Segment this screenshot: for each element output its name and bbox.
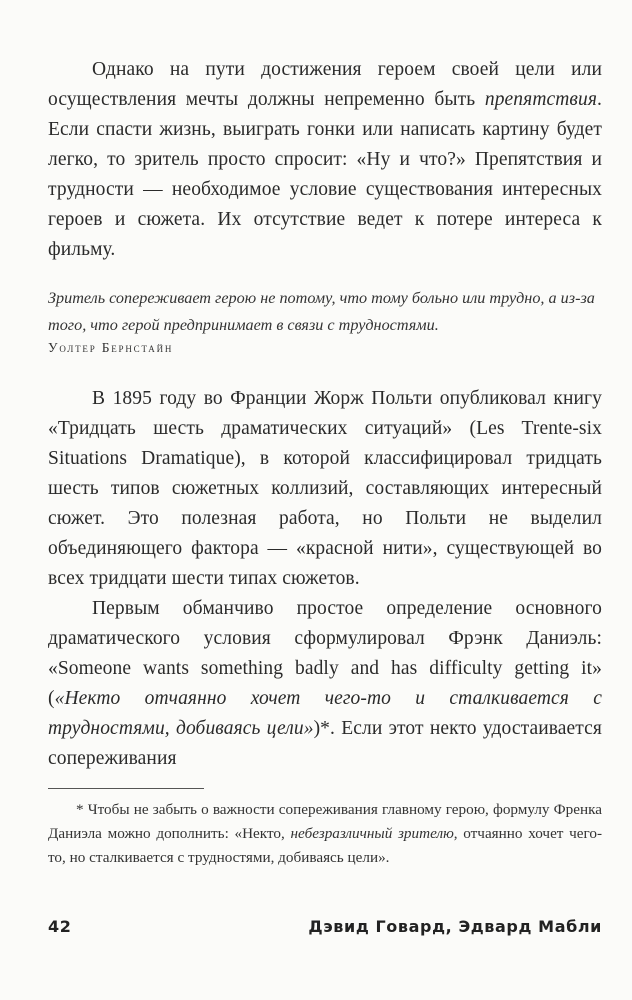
- paragraph-polti: В 1895 году во Франции Жорж Польти опубликовал книгу «Тридцать шесть драматических ситуаций» (Les Trente-six Situations Dramatique), в которой классифицировал тридцать шесть типов сюжетных коллизий, составляющих интересный сюжет. Это полезная работа, но Польти не выделил объединяющего фактора — «красной нити», существующей во всех тридцати шести типах сюжетов.: [48, 388, 602, 589]
- footnote-text-a: * Чтобы не забыть о важности сопереживания главному герою, формулу Френка Даниэла можно дополнить: «Некто,: [48, 801, 602, 842]
- footnote: [48, 798, 602, 870]
- running-footer-authors: Дэвид Говард, Эдвард Мабли: [308, 917, 602, 936]
- footnote-text-b: , отчаянно хочет чего-то, но сталкивается с трудностями, добиваясь цели».: [48, 825, 603, 866]
- page-footer: [48, 917, 602, 936]
- page-body: [48, 55, 602, 870]
- epigraph-author: Уолтер Бернстайн: [48, 340, 174, 355]
- footnote-divider: [48, 788, 204, 789]
- paragraph-1-text-b: . Если спасти жизнь, выиграть гонки или написать картину будет легко, то зритель просто спросит: «Ну и что?» Препятствия и трудности — необходимое условие существования интересных героев и сюжета. Их отсутствие ведет к потере интереса к фильму.: [48, 89, 602, 260]
- section-gap: [48, 356, 602, 384]
- page-number: 42: [48, 917, 72, 936]
- paragraph-obstacles: [48, 55, 602, 265]
- paragraph-3-text-a: Первым обманчиво простое определение основного драматического условия сформулировал Фрэнк Даниэль: «Someone wants something badly and has difficulty getting it» (: [48, 598, 602, 709]
- footnote-italic: небезразличный зрителю: [290, 825, 454, 842]
- paragraph-3-italic: «Некто отчаянно хочет чего-то и сталкивается с трудностями, добиваясь цели»: [48, 688, 602, 739]
- epigraph: [48, 285, 602, 356]
- epigraph-quote: Зритель сопереживает герою не потому, что тому больно или трудно, а из-за того, что герой предпринимает в связи с трудностями.: [48, 289, 595, 334]
- paragraph-daniel: [48, 594, 602, 774]
- paragraph-1-italic: препятствия: [484, 89, 598, 110]
- paragraph-3-text-b: )*. Если этот некто удостаивается сопереживания: [48, 718, 602, 769]
- paragraph-1-text-a: Однако на пути достижения героем своей цели или осуществления мечты должны непременно быть: [48, 59, 602, 110]
